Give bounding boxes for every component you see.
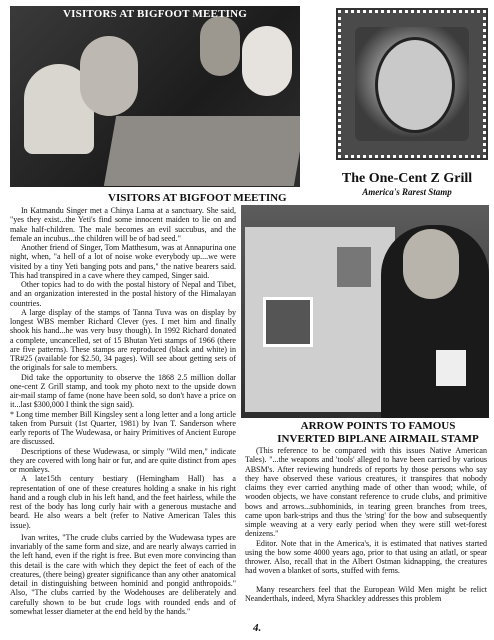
article-paragraph: Another friend of Singer, Tom Matthesum, was at Annapurina one night, when, "a hell of a lot of noise woke everybody up....we were visited by a tiny Yeti banging pots and pans," the native bearers said. This had transpired in a cave where they camped, Singer said. xyxy=(10,243,236,280)
article-paragraph: Other topics had to do with the postal history of Nepal and Tibet, and an organization interested in the postal history of the Himalayan countries. xyxy=(10,280,236,308)
article-paragraph: In Katmandu Singer met a Chinya Lama at a sanctuary. She said, "yes they exist...the Yeti's find some innocent maiden to lie on and make half-children. The male becomes an evil succubus, and the female an incubus...the children will be of bad seed." xyxy=(10,206,236,243)
biplane-headline-line2: INVERTED BIPLANE AIRMAIL STAMP xyxy=(277,433,479,445)
z-grill-stamp-image xyxy=(338,10,486,158)
photo-overlay-caption: VISITORS AT BIGFOOT MEETING xyxy=(63,8,248,20)
article-paragraph: Ivan writes, "The crude clubs carried by the Wudewasa types are invariably of the same form and size, and are nearly always carried in the left hand, even if the right is free. But even more convincing than this detail is the care with which they depict the feet of each of the creatures, (there being) greater significance than any other anatomical detail in distinguishing between hominid and pongid anthropoids." Also, "The clubs carried by the Wodehouses are deliberately and carefully shown to be but crude logs with rounded ends and of somewhat lesser diameter at the end held by the hands." xyxy=(10,532,236,616)
article-paragraph: * Long time member Bill Kingsley sent a long letter and a long article taken from Pursuit (1st Quarter, 1981) by Ivan T. Sanderson where early reports of The Wudewasa, or hairy Primitives of Ancient Europe are discussed. xyxy=(10,409,236,447)
page-number: 4. xyxy=(253,622,262,634)
article-right-column xyxy=(245,446,487,603)
stamp-caption: The One-Cent Z Grill xyxy=(341,171,473,186)
article-paragraph: (This reference to be compared with this issues Native American Tales). "...the weapons and 'tools' alleged to have been carried by various ABSM's. After reviewing hundreds of reports by those persons who say they have observed these various creatures, it transpires that nobody claims they ever carried anything made of other than wood; while, of wooden objects, we have constant reference to crude clubs, and primitive bows and arrows...subhominids, in tearing green branches from trees, came upon bark-strips and thus the 'string' for the bow and subsequently simple weaving at a very early period when they were still wet-forest denizens." xyxy=(245,446,487,539)
visitors-photo xyxy=(10,6,300,187)
visitors-headline: VISITORS AT BIGFOOT MEETING xyxy=(108,192,287,204)
article-paragraph: A late15th century bestiary (Hemingham Hall) has a representation of one of these creatures holding a snake in his right hand and a rough club in his left hand, and the feet hairless, while the rest of the body has long curly hair with a generous mustache and beard. He also wears a belt (refer to Native American Tales this issue). xyxy=(10,474,236,530)
article-paragraph: Did take the opportunity to observe the 1868 2.5 million dollar one-cent Z Grill stamp, and took my photo next to the upside down air-mail stamp of fame (none have been sold, so don't have a price on it...last $300,000 I think the sign said). xyxy=(10,372,236,410)
article-paragraph: Many researchers feel that the European Wild Men might be relict Neanderthals, indeed, Myra Shackley addresses this problem xyxy=(245,584,487,603)
stamp-subcaption: America's Rarest Stamp xyxy=(362,187,452,197)
stamp-display-photo xyxy=(241,205,489,418)
biplane-headline-line1: ARROW POINTS TO FAMOUS xyxy=(300,420,456,432)
article-left-column xyxy=(10,206,236,616)
biplane-headline xyxy=(273,420,483,446)
article-paragraph: A large display of the stamps of Tanna Tuva was on display by longest WBS member Richard Clever (yes. I met him and finally shook his hand...he was very busy though). In 1992 Richard donated a complete, uncancelled, set of 15 Bhutan Yeti stamps of 1966 (there are five patterns). These stamps are reproduced (black and white) in TR#25 (available for $2.50, 34 pages). Will see about getting sets of the originals for sale to members. xyxy=(10,307,236,373)
article-paragraph: Editor. Note that in the America's, it is estimated that natives started using the bow some 4000 years ago, prior to that using an atlatl, or spear thrower. Also, recall that in the Albert Ostman kidnapping, the creatures had woven a blanket of sorts, stuffed with ferns. xyxy=(245,538,487,576)
article-paragraph: Descriptions of these Wudewasa, or simply "Wild men," indicate they are covered with long hair or fur, and are quite distinct from apes or monkeys. xyxy=(10,446,236,474)
